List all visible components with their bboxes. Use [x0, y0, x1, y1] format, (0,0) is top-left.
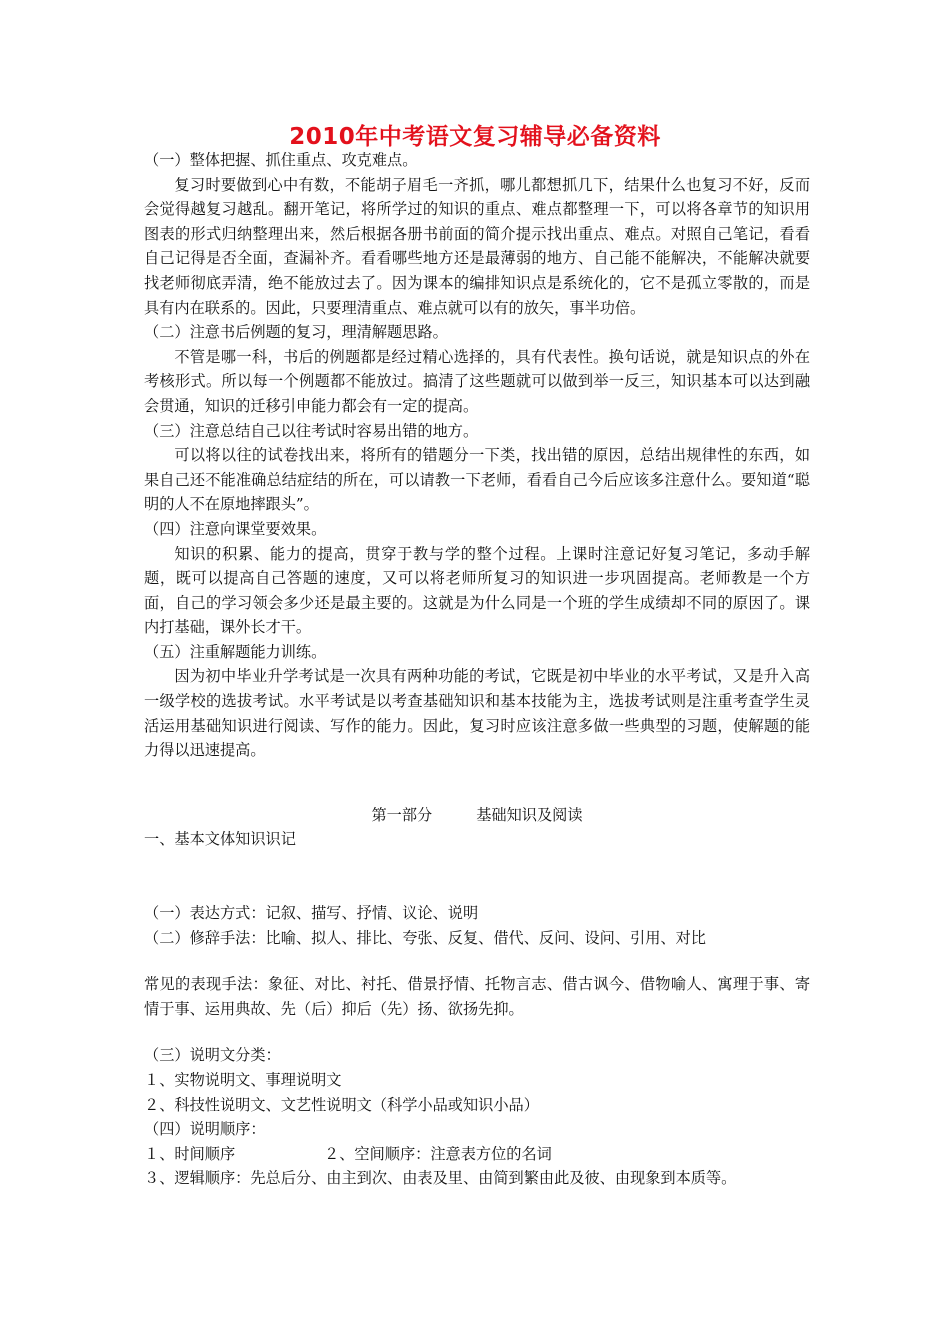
section-heading-4: （四）注意向课堂要效果。: [144, 519, 327, 538]
space-order: ２、空间顺序：注意表方位的名词: [324, 1144, 552, 1163]
expression-methods: （一）表达方式：记叙、描写、抒情、议论、说明: [144, 904, 479, 923]
document-title: 2010年中考语文复习辅导必备资料: [289, 124, 661, 150]
section-heading-1: （一）整体把握、抓住重点、攻克难点。: [144, 151, 418, 169]
document-body: [144, 148, 810, 1191]
expository-type-2: ２、科技性说明文、文艺性说明文（科学小品或知识小品）: [144, 1095, 539, 1114]
expressive-techniques: 常见的表现手法：象征、对比、衬托、借景抒情、托物言志、借古讽今、借物喻人、寓理于事、寄情于事、运用典故、先（后）抑后（先）扬、欲扬先抑。: [144, 975, 810, 1018]
section-paragraph-4: 知识的积累、能力的提高，贯穿于教与学的整个过程。上课时注意记好复习笔记，多动手解题，既可以提高自己答题的速度，又可以将老师所复习的知识进一步巩固提高。老师教是一个方面，自己的学习领会多少还是最主要的。这就是为什么同是一个班的学生成绩却不同的原因了。课内打基础，课外长才干。: [144, 544, 810, 637]
explanation-order-3: ３、逻辑顺序：先总后分、由主到次、由表及里、由简到繁由此及彼、由现象到本质等。: [144, 1169, 737, 1188]
section-heading-3: （三）注意总结自己以往考试时容易出错的地方。: [144, 421, 479, 440]
part-name: 基础知识及阅读: [476, 805, 583, 824]
subheading-basic-genres: 一、基本文体知识识记: [144, 830, 296, 849]
section-paragraph-2: 不管是哪一科，书后的例题都是经过精心选择的，具有代表性。换句话说，就是知识点的外在考核形式。所以每一个例题都不能放过。搞清了这些题就可以做到举一反三，知识基本可以达到融会贯通，知识的迁移引申能力都会有一定的提高。: [144, 347, 810, 415]
part-label: 第一部分: [371, 805, 433, 824]
rhetorical-devices: （二）修辞手法：比喻、拟人、排比、夸张、反复、借代、反问、设问、引用、对比: [144, 928, 706, 947]
section-heading-5: （五）注重解题能力训练。: [144, 642, 327, 661]
time-order: １、时间顺序: [144, 1144, 236, 1163]
part-title: [144, 803, 810, 828]
section-heading-2: （二）注意书后例题的复习，理清解题思路。: [144, 323, 448, 342]
explanation-order-heading: （四）说明顺序：: [144, 1120, 266, 1139]
section-paragraph-5: 因为初中毕业升学考试是一次具有两种功能的考试，它既是初中毕业的水平考试，又是升入高一级学校的选拔考试。水平考试是以考查基础知识和基本技能为主，选拔考试则是注重考查学生灵活运用基础知识进行阅读、写作的能力。因此，复习时应该注意多做一些典型的习题，使解题的能力得以迅速提高。: [144, 667, 810, 760]
expository-types-heading: （三）说明文分类：: [144, 1046, 281, 1065]
section-paragraph-3: 可以将以往的试卷找出来，将所有的错题分一下类，找出错的原因，总结出规律性的东西，如果自己还不能准确总结症结的所在，可以请教一下老师，看看自己今后应该多注意什么。要知道“聪明的人不在原地摔跟头”。: [144, 446, 810, 514]
section-paragraph-1: 复习时要做到心中有数，不能胡子眉毛一齐抓，哪儿都想抓几下，结果什么也复习不好，反而会觉得越复习越乱。翻开笔记，将所学过的知识的重点、难点都整理一下，可以将各章节的知识用图表的形式归纳整理出来，然后根据各册书前面的简介提示找出重点、难点。对照自己笔记，看看自己记得是否全面，查漏补齐。看看哪些地方还是最薄弱的地方、自己能不能解决，不能解决就要找老师彻底弄清，绝不能放过去了。因为课本的编排知识点是系统化的，它不是孤立零散的，而是具有内在联系的。因此，只要理清重点、难点就可以有的放矢，事半功倍。: [144, 175, 810, 317]
explanation-order-1-2: [144, 1142, 810, 1167]
expository-type-1: １、实物说明文、事理说明文: [144, 1071, 342, 1089]
